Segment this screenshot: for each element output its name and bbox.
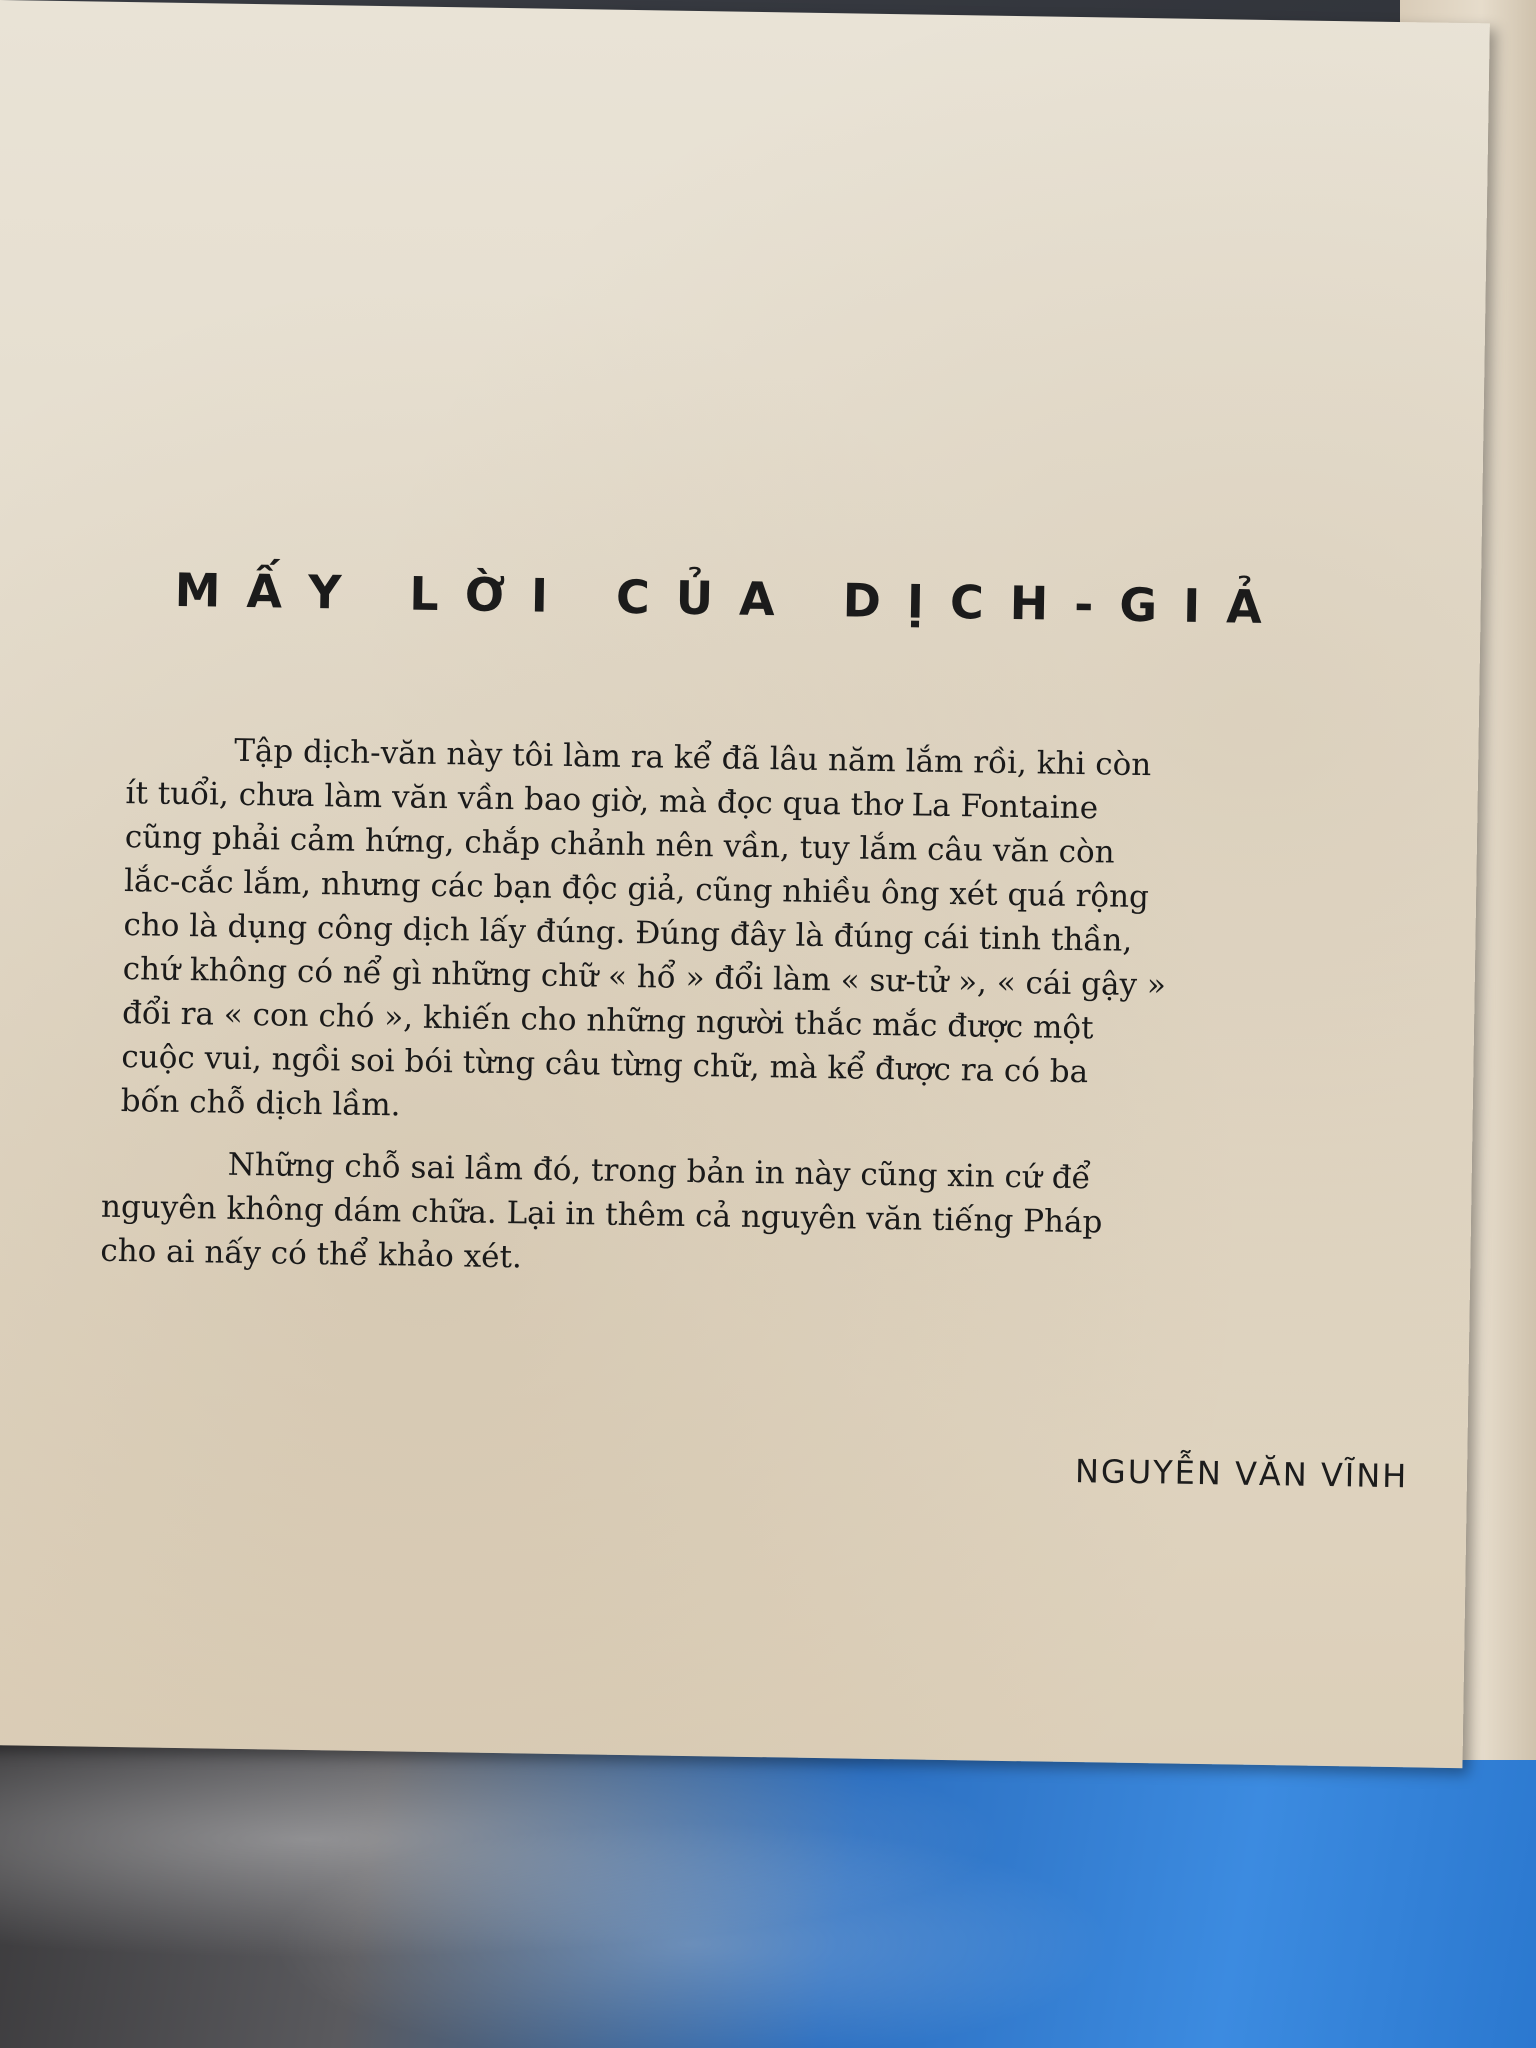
text-line: cho ai nấy có thể khảo xét. (100, 1232, 523, 1276)
text-line: Tập dịch-văn này tôi làm ra kể đã lâu năm lắm rồi, khi còn (233, 732, 1152, 784)
author-signature: NGUYỄN VĂN VĨNH (1074, 1452, 1409, 1496)
paragraph-2 (100, 1141, 1420, 1293)
text-line: cuộc vui, ngồi soi bói từng câu từng chữ, mà kể được ra có ba (121, 1039, 1089, 1091)
page-heading: MẤY LỜI CỦA DỊCH-GIẢ (174, 562, 1289, 635)
text-line: đổi ra « con chó », khiến cho những người thắc mắc được một (121, 995, 1094, 1047)
text-line: cũng phải cảm hứng, chắp chảnh nên vần, tuy lắm câu văn còn (124, 819, 1115, 871)
text-line: chứ không có nể gì những chữ « hổ » đổi làm « sư-tử », « cái gậy » (122, 951, 1167, 1004)
text-line: ít tuổi, chưa làm văn vần bao giờ, mà đọc qua thơ La Fontaine (125, 775, 1099, 827)
paragraph-1 (120, 727, 1426, 1143)
text-line: Những chỗ sai lầm đó, trong bản in này cũng xin cứ để (227, 1146, 1091, 1197)
text-line: bốn chỗ dịch lầm. (120, 1083, 401, 1124)
text-line: nguyên không dám chữa. Lại in thêm cả nguyên văn tiếng Pháp (100, 1188, 1103, 1241)
text-line: cho là dụng công dịch lấy đúng. Đúng đây là đúng cái tinh thần, (123, 907, 1133, 959)
text-line: lắc-cắc lắm, nhưng các bạn độc giả, cũng nhiều ông xét quá rộng (123, 863, 1150, 916)
page-body (100, 727, 1427, 1311)
